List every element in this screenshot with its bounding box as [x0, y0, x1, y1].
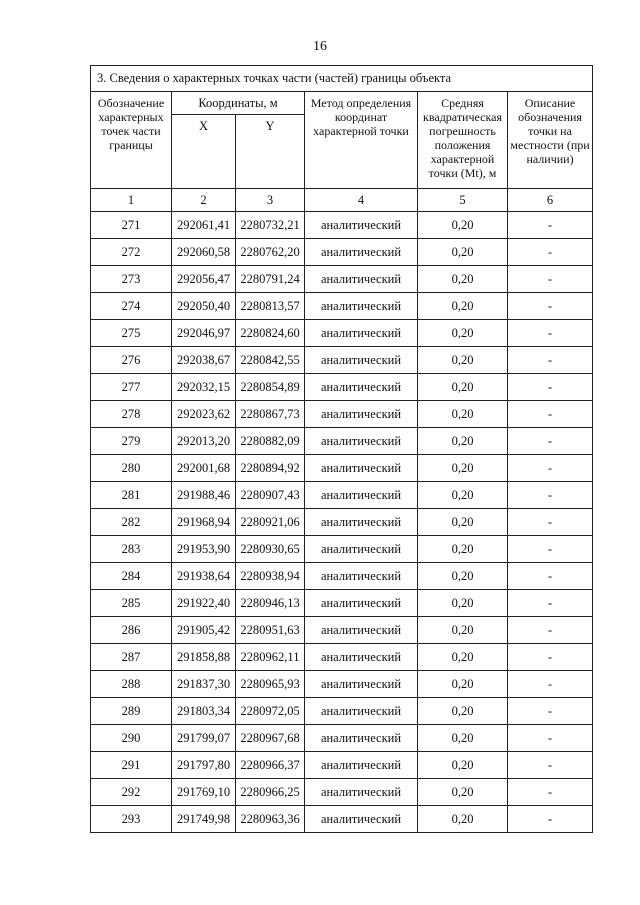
x-coordinate-cell: 292001,68 — [172, 455, 236, 482]
method-cell: аналитический — [305, 779, 418, 806]
header-point-label: Обозначение характерных точек части границы — [91, 92, 172, 189]
table-row — [91, 590, 593, 617]
table-row — [91, 806, 593, 833]
table-row — [91, 752, 593, 779]
x-coordinate-cell: 292060,58 — [172, 239, 236, 266]
method-cell: аналитический — [305, 320, 418, 347]
error-cell: 0,20 — [418, 725, 508, 752]
description-cell: - — [508, 239, 593, 266]
table-row — [91, 671, 593, 698]
error-cell: 0,20 — [418, 617, 508, 644]
column-number: 2 — [172, 189, 236, 212]
x-coordinate-cell: 292050,40 — [172, 293, 236, 320]
error-cell: 0,20 — [418, 293, 508, 320]
y-coordinate-cell: 2280791,24 — [236, 266, 305, 293]
method-cell: аналитический — [305, 293, 418, 320]
column-number: 5 — [418, 189, 508, 212]
method-cell: аналитический — [305, 266, 418, 293]
point-number-cell: 293 — [91, 806, 172, 833]
point-number-cell: 280 — [91, 455, 172, 482]
table-row — [91, 536, 593, 563]
description-cell: - — [508, 779, 593, 806]
x-coordinate-cell: 292013,20 — [172, 428, 236, 455]
method-cell: аналитический — [305, 536, 418, 563]
method-cell: аналитический — [305, 698, 418, 725]
x-coordinate-cell: 291769,10 — [172, 779, 236, 806]
y-coordinate-cell: 2280813,57 — [236, 293, 305, 320]
error-cell: 0,20 — [418, 320, 508, 347]
point-number-cell: 288 — [91, 671, 172, 698]
table-row — [91, 293, 593, 320]
x-coordinate-cell: 292056,47 — [172, 266, 236, 293]
error-cell: 0,20 — [418, 212, 508, 239]
y-coordinate-cell: 2280938,94 — [236, 563, 305, 590]
point-number-cell: 272 — [91, 239, 172, 266]
method-cell: аналитический — [305, 590, 418, 617]
x-coordinate-cell: 291803,34 — [172, 698, 236, 725]
error-cell: 0,20 — [418, 482, 508, 509]
table-row — [91, 644, 593, 671]
point-number-cell: 271 — [91, 212, 172, 239]
error-cell: 0,20 — [418, 374, 508, 401]
y-coordinate-cell: 2280732,21 — [236, 212, 305, 239]
header-y: Y — [236, 115, 305, 189]
description-cell: - — [508, 590, 593, 617]
table-row — [91, 401, 593, 428]
description-cell: - — [508, 293, 593, 320]
y-coordinate-cell: 2280967,68 — [236, 725, 305, 752]
table-row — [91, 266, 593, 293]
description-cell: - — [508, 806, 593, 833]
x-coordinate-cell: 291858,88 — [172, 644, 236, 671]
method-cell: аналитический — [305, 239, 418, 266]
method-cell: аналитический — [305, 752, 418, 779]
error-cell: 0,20 — [418, 536, 508, 563]
error-cell: 0,20 — [418, 590, 508, 617]
description-cell: - — [508, 482, 593, 509]
description-cell: - — [508, 455, 593, 482]
method-cell: аналитический — [305, 725, 418, 752]
point-number-cell: 277 — [91, 374, 172, 401]
point-number-cell: 279 — [91, 428, 172, 455]
error-cell: 0,20 — [418, 455, 508, 482]
table-row — [91, 563, 593, 590]
description-cell: - — [508, 698, 593, 725]
boundary-points-table — [90, 65, 593, 833]
y-coordinate-cell: 2280972,05 — [236, 698, 305, 725]
point-number-cell: 273 — [91, 266, 172, 293]
section-title: 3. Сведения о характерных точках части (частей) границы объекта — [91, 66, 593, 92]
x-coordinate-cell: 292061,41 — [172, 212, 236, 239]
error-cell: 0,20 — [418, 563, 508, 590]
x-coordinate-cell: 291749,98 — [172, 806, 236, 833]
table-row — [91, 320, 593, 347]
point-number-cell: 286 — [91, 617, 172, 644]
description-cell: - — [508, 509, 593, 536]
header-coordinates: Координаты, м — [172, 92, 305, 115]
point-number-cell: 292 — [91, 779, 172, 806]
point-number-cell: 274 — [91, 293, 172, 320]
description-cell: - — [508, 617, 593, 644]
header-description: Описание обозначения точки на местности (при наличии) — [508, 92, 593, 189]
description-cell: - — [508, 320, 593, 347]
header-method: Метод определения координат характерной точки — [305, 92, 418, 189]
column-number: 4 — [305, 189, 418, 212]
x-coordinate-cell: 291905,42 — [172, 617, 236, 644]
method-cell: аналитический — [305, 401, 418, 428]
error-cell: 0,20 — [418, 698, 508, 725]
error-cell: 0,20 — [418, 266, 508, 293]
table-row — [91, 482, 593, 509]
error-cell: 0,20 — [418, 428, 508, 455]
y-coordinate-cell: 2280966,25 — [236, 779, 305, 806]
point-number-cell: 275 — [91, 320, 172, 347]
column-number: 6 — [508, 189, 593, 212]
description-cell: - — [508, 671, 593, 698]
description-cell: - — [508, 212, 593, 239]
y-coordinate-cell: 2280854,89 — [236, 374, 305, 401]
x-coordinate-cell: 291938,64 — [172, 563, 236, 590]
page-number: 16 — [313, 39, 327, 54]
method-cell: аналитический — [305, 671, 418, 698]
table-row — [91, 428, 593, 455]
y-coordinate-cell: 2280882,09 — [236, 428, 305, 455]
table-body — [91, 212, 593, 833]
x-coordinate-cell: 292023,62 — [172, 401, 236, 428]
error-cell: 0,20 — [418, 644, 508, 671]
error-cell: 0,20 — [418, 347, 508, 374]
error-cell: 0,20 — [418, 752, 508, 779]
point-number-cell: 281 — [91, 482, 172, 509]
y-coordinate-cell: 2280965,93 — [236, 671, 305, 698]
description-cell: - — [508, 428, 593, 455]
table-row — [91, 212, 593, 239]
y-coordinate-cell: 2280946,13 — [236, 590, 305, 617]
column-number: 1 — [91, 189, 172, 212]
point-number-cell: 282 — [91, 509, 172, 536]
table-row — [91, 698, 593, 725]
x-coordinate-cell: 292032,15 — [172, 374, 236, 401]
point-number-cell: 289 — [91, 698, 172, 725]
table-row — [91, 239, 593, 266]
error-cell: 0,20 — [418, 509, 508, 536]
point-number-cell: 287 — [91, 644, 172, 671]
point-number-cell: 290 — [91, 725, 172, 752]
y-coordinate-cell: 2280907,43 — [236, 482, 305, 509]
description-cell: - — [508, 563, 593, 590]
description-cell: - — [508, 752, 593, 779]
method-cell: аналитический — [305, 374, 418, 401]
y-coordinate-cell: 2280762,20 — [236, 239, 305, 266]
method-cell: аналитический — [305, 455, 418, 482]
x-coordinate-cell: 291837,30 — [172, 671, 236, 698]
point-number-cell: 283 — [91, 536, 172, 563]
point-number-cell: 284 — [91, 563, 172, 590]
description-cell: - — [508, 266, 593, 293]
method-cell: аналитический — [305, 482, 418, 509]
y-coordinate-cell: 2280894,92 — [236, 455, 305, 482]
point-number-cell: 285 — [91, 590, 172, 617]
y-coordinate-cell: 2280930,65 — [236, 536, 305, 563]
description-cell: - — [508, 374, 593, 401]
table-row — [91, 455, 593, 482]
method-cell: аналитический — [305, 509, 418, 536]
y-coordinate-cell: 2280842,55 — [236, 347, 305, 374]
y-coordinate-cell: 2280963,36 — [236, 806, 305, 833]
x-coordinate-cell: 291968,94 — [172, 509, 236, 536]
description-cell: - — [508, 725, 593, 752]
column-number: 3 — [236, 189, 305, 212]
column-number-row — [91, 189, 593, 212]
point-number-cell: 278 — [91, 401, 172, 428]
method-cell: аналитический — [305, 644, 418, 671]
table-row — [91, 725, 593, 752]
x-coordinate-cell: 291799,07 — [172, 725, 236, 752]
description-cell: - — [508, 401, 593, 428]
error-cell: 0,20 — [418, 239, 508, 266]
y-coordinate-cell: 2280962,11 — [236, 644, 305, 671]
x-coordinate-cell: 292038,67 — [172, 347, 236, 374]
table-row — [91, 779, 593, 806]
x-coordinate-cell: 291953,90 — [172, 536, 236, 563]
x-coordinate-cell: 291988,46 — [172, 482, 236, 509]
header-x: X — [172, 115, 236, 189]
y-coordinate-cell: 2280951,63 — [236, 617, 305, 644]
header-error: Средняя квадратическая погрешность положения характерной точки (Mt), м — [418, 92, 508, 189]
x-coordinate-cell: 291922,40 — [172, 590, 236, 617]
method-cell: аналитический — [305, 563, 418, 590]
point-number-cell: 276 — [91, 347, 172, 374]
method-cell: аналитический — [305, 347, 418, 374]
y-coordinate-cell: 2280824,60 — [236, 320, 305, 347]
method-cell: аналитический — [305, 806, 418, 833]
table-row — [91, 347, 593, 374]
x-coordinate-cell: 292046,97 — [172, 320, 236, 347]
description-cell: - — [508, 644, 593, 671]
table-row — [91, 374, 593, 401]
error-cell: 0,20 — [418, 779, 508, 806]
y-coordinate-cell: 2280966,37 — [236, 752, 305, 779]
x-coordinate-cell: 291797,80 — [172, 752, 236, 779]
method-cell: аналитический — [305, 428, 418, 455]
description-cell: - — [508, 347, 593, 374]
description-cell: - — [508, 536, 593, 563]
error-cell: 0,20 — [418, 671, 508, 698]
error-cell: 0,20 — [418, 806, 508, 833]
method-cell: аналитический — [305, 617, 418, 644]
table-row — [91, 509, 593, 536]
y-coordinate-cell: 2280921,06 — [236, 509, 305, 536]
method-cell: аналитический — [305, 212, 418, 239]
error-cell: 0,20 — [418, 401, 508, 428]
y-coordinate-cell: 2280867,73 — [236, 401, 305, 428]
point-number-cell: 291 — [91, 752, 172, 779]
table-row — [91, 617, 593, 644]
